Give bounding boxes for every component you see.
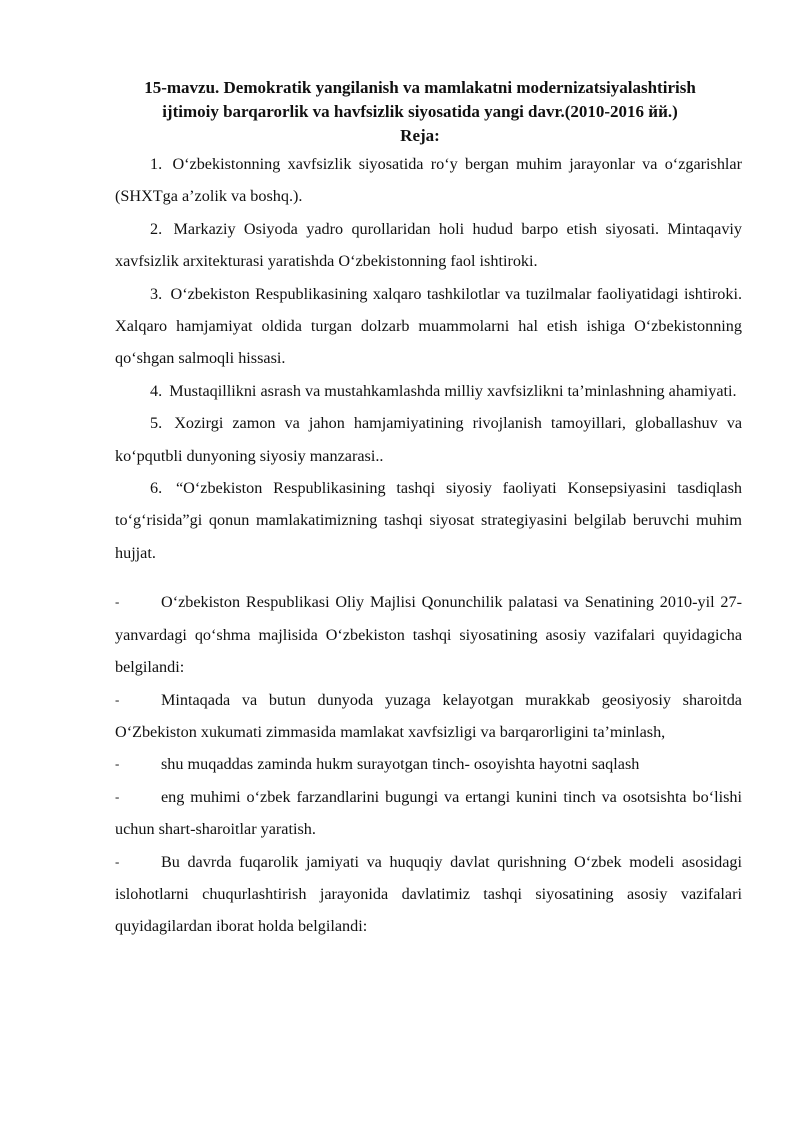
document-body (115, 148, 742, 943)
plan-item-number: 1. (150, 155, 163, 173)
plan-item-number: 3. (150, 284, 163, 303)
plan-item-number: 5. (150, 414, 163, 433)
plan-item (115, 472, 742, 569)
plan-item (115, 407, 742, 472)
bullet-text: eng muhimi o‘zbek farzandlarini bugungi va ertangi kunini tinch va osotsishta bo‘lishi uchun shart-sharoitlar yaratish. (115, 787, 742, 839)
bullet-text: Mintaqada va butun dunyoda yuzaga kelayotgan murakkab geosiyosiy sharoitda O‘Zbekiston xukumati zimmasida mamlakat xavfsizligi va barqarorligini ta’minlash, (115, 690, 742, 741)
document-title (100, 76, 740, 148)
title-line-1: 15-mavzu. Demokratik yangilanish va mamlakatni modernizatsiyalashtirish (144, 78, 696, 97)
plan-item (115, 375, 742, 407)
bullet-item (115, 781, 742, 846)
bullet-text: Bu davrda fuqarolik jamiyati va huquqiy davlat qurishning O‘zbek modeli asosidagi islohotlarni chuqurlashtirish jarayonida davlatimiz tashqi siyosatining asosiy vazifalari quyidagilardan iborat holda belgilandi: (115, 852, 742, 936)
bullet-item (115, 748, 742, 780)
plan-item (115, 278, 742, 375)
plan-item-text: “O‘zbekiston Respublikasining tashqi siyosiy faoliyati Konsepsiyasini tasdiqlash to‘g‘risida”gi qonun mamlakatimizning tashqi siyosat strategiyasini belgilab beruvchi muhim hujjat. (115, 479, 742, 562)
plan-item-number: 2. (150, 219, 163, 238)
bullet-marker: - (115, 594, 120, 610)
plan-item-text: O‘zbekiston Respublikasining xalqaro tashkilotlar va tuzilmalar faoliyatidagi ishtiroki. Xalqaro hamjamiyat oldida turgan dolzarb muammolarni hal etish ishiga O‘zbekistonning qo‘shgan salmoqli hissasi. (115, 284, 742, 368)
bullet-item (115, 846, 742, 943)
bullet-text: shu muqaddas zaminda hukm surayotgan tinch- osoyishta hayotni saqlash (161, 755, 640, 774)
bullet-text: O‘zbekiston Respublikasi Oliy Majlisi Qonunchilik palatasi va Senatining 2010-yil 27-yanvardagi qo‘shma majlisida O‘zbekiston tashqi siyosatining asosiy vazifalari quyidagicha belgilandi: (115, 593, 742, 677)
plan-item-number: 4. (150, 381, 163, 400)
plan-item-text: Xozirgi zamon va jahon hamjamiyatining rivojlanish tamoyillari, globallashuv va ko‘pqutbli dunyoning siyosiy manzarasi.. (115, 414, 743, 465)
bullet-marker: - (115, 853, 120, 869)
bullet-item (115, 684, 742, 749)
bullet-marker: - (115, 788, 120, 804)
plan-item (115, 148, 742, 213)
bullet-marker: - (115, 691, 120, 707)
bullet-item (115, 586, 742, 683)
plan-item-text: Markaziy Osiyoda yadro qurollaridan holi hudud barpo etish siyosati. Mintaqaviy xavfsizlik arxitekturasi yaratishda O‘zbekistonning faol ishtiroki. (115, 219, 742, 271)
title-line-2: ijtimoiy barqarorlik va havfsizlik siyosatida yangi davr.(2010-2016 йй.) (162, 102, 678, 121)
plan-item-number: 6. (150, 479, 163, 498)
plan-item (115, 213, 742, 278)
plan-item-text: O‘zbekistonning xavfsizlik siyosatida ro‘y bergan muhim jarayonlar va o‘zgarishlar (SHXTga a’zolik va boshq.). (115, 155, 743, 206)
bullet-marker: - (115, 756, 120, 772)
spacer (115, 569, 742, 586)
plan-item-text: Mustaqillikni asrash va mustahkamlashda milliy xavfsizlikni ta’minlashning ahamiyati. (169, 381, 737, 400)
plan-heading: Reja: (400, 126, 440, 145)
